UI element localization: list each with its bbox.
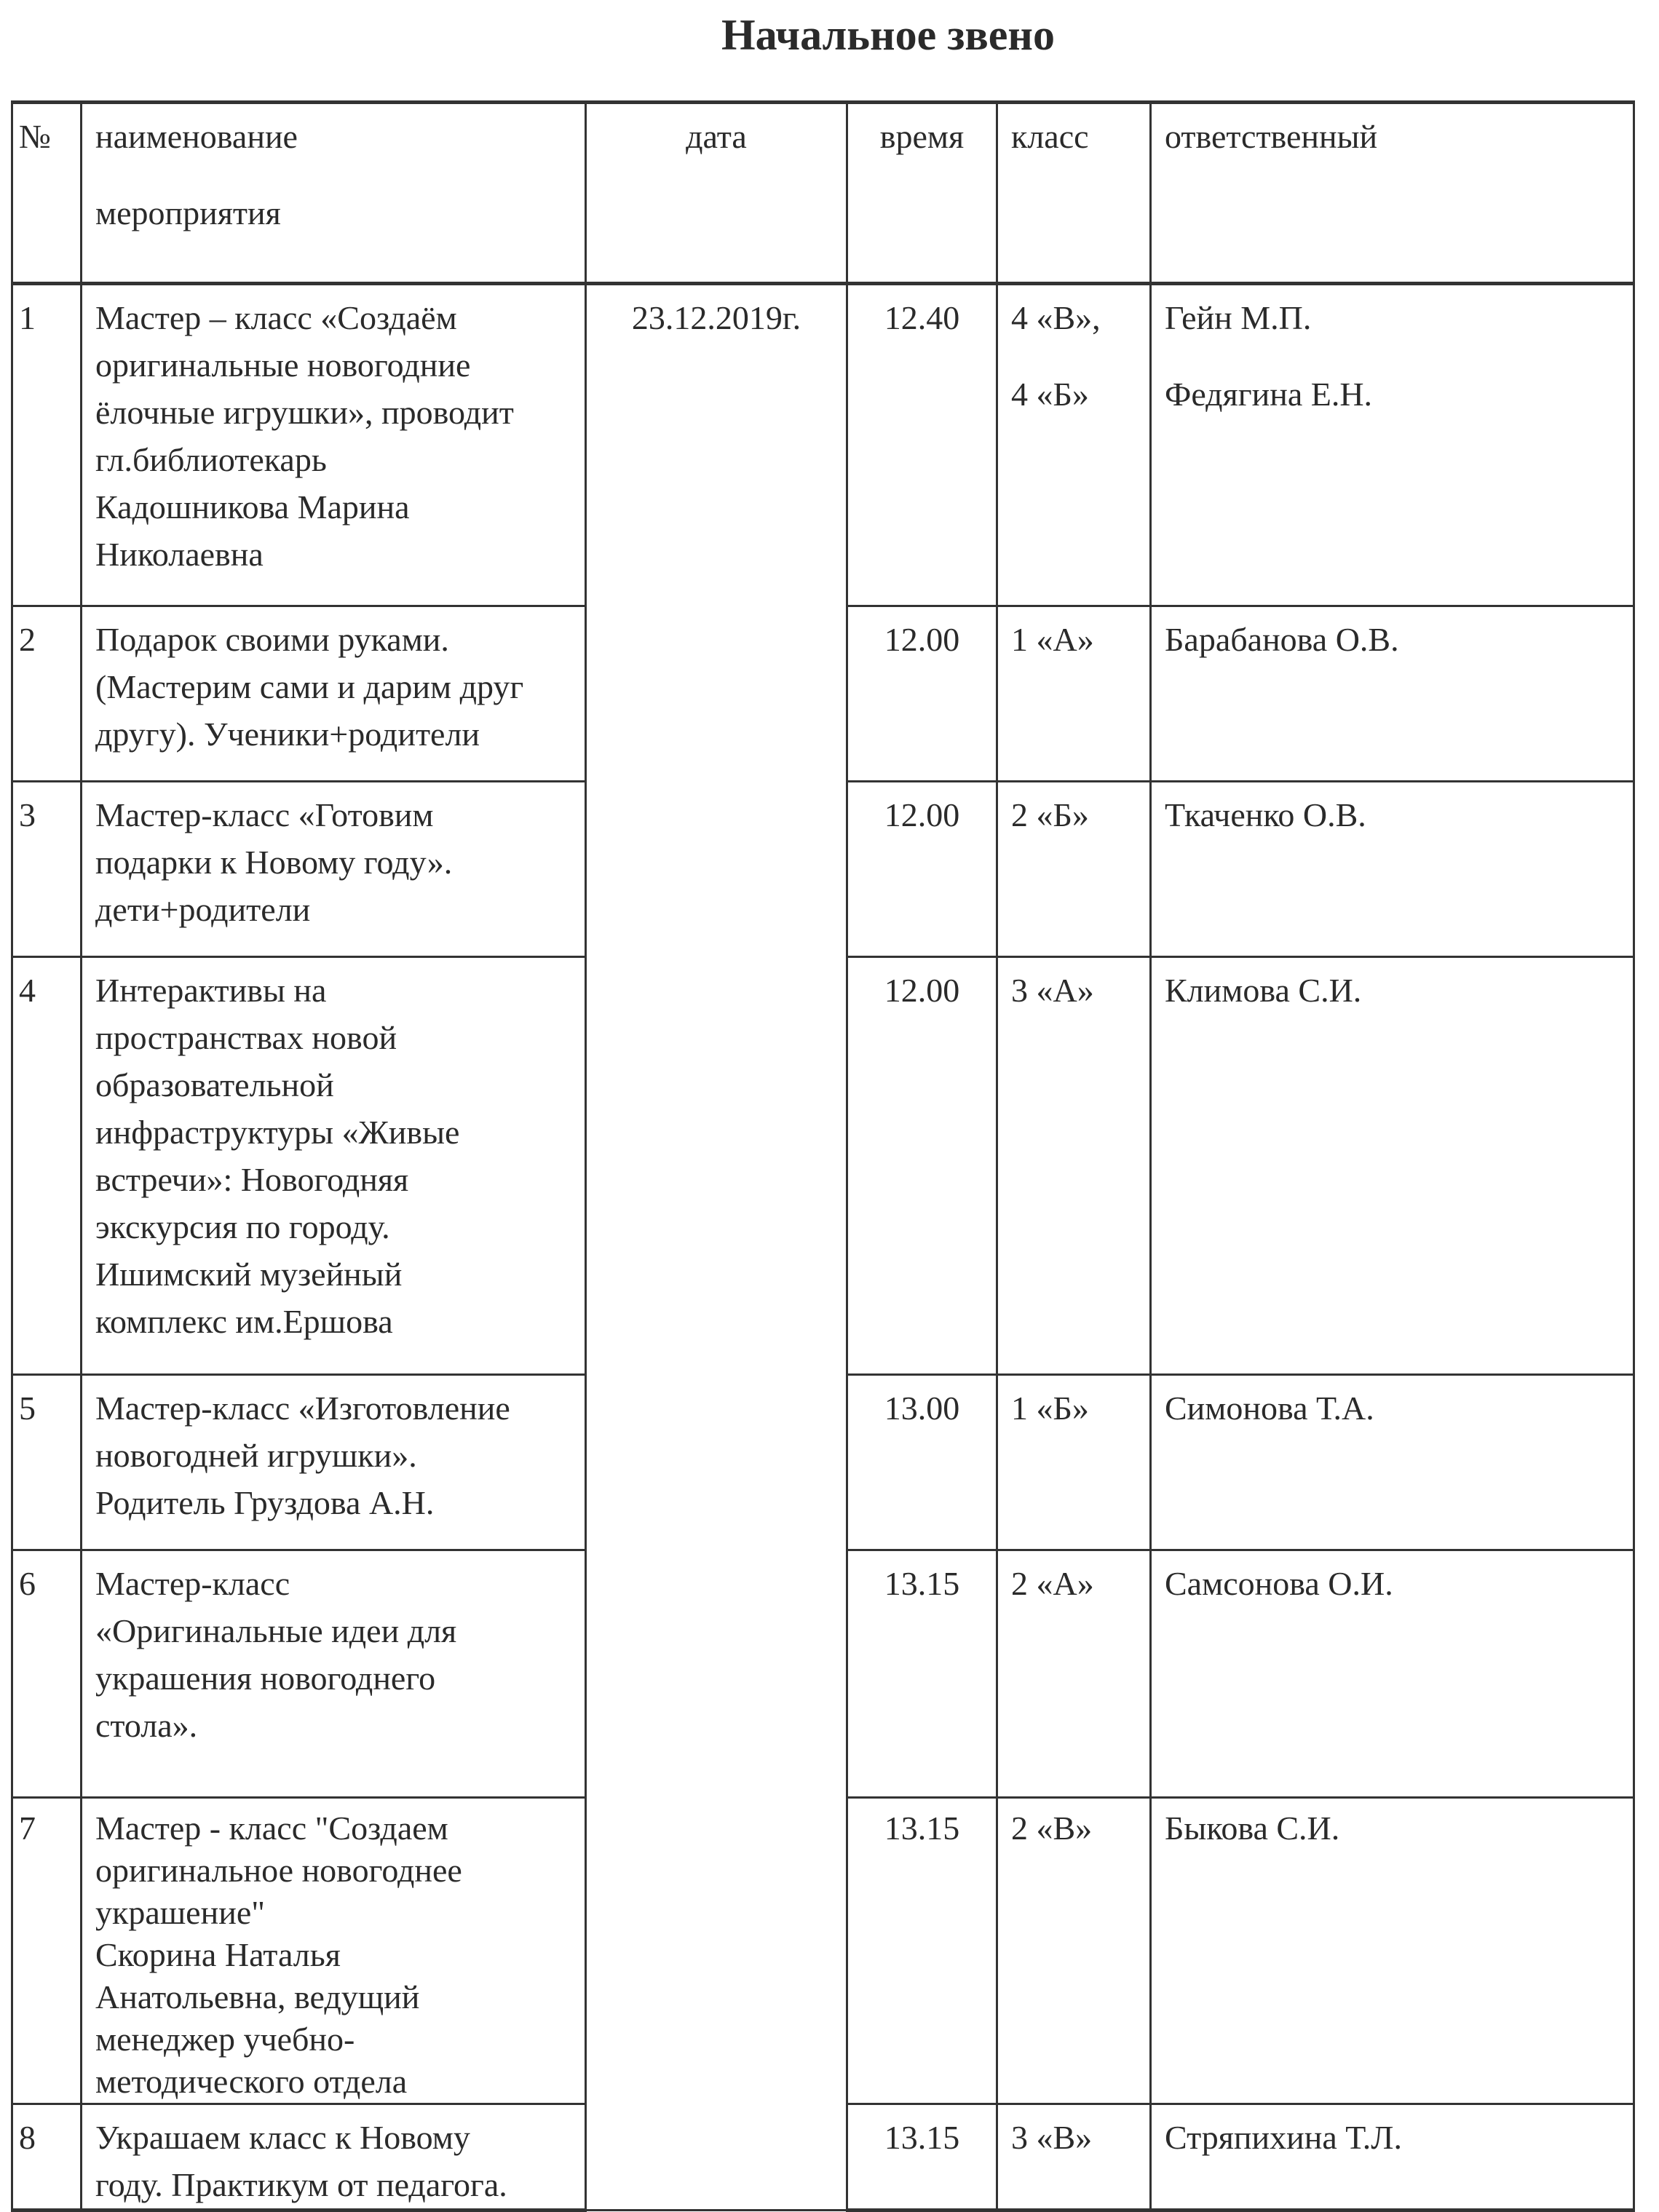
event-time: 13.15	[847, 1798, 997, 2104]
event-name-line: Мастер-класс «Готовим	[95, 796, 434, 833]
header-name-line2: мероприятия	[95, 194, 281, 231]
event-name-line: гл.библиотекарь	[95, 441, 327, 478]
event-responsible	[1151, 957, 1634, 1375]
event-name-line: (Мастерим сами и дарим друг	[95, 668, 524, 705]
table-header-row	[12, 103, 1634, 284]
event-class	[997, 284, 1151, 606]
event-class	[997, 1550, 1151, 1798]
class-line: 1 «А»	[1011, 621, 1094, 658]
event-name-line: Мастер - класс "Создаем	[95, 1809, 448, 1847]
table-row	[12, 284, 1634, 606]
responsible-name: Самсонова О.И.	[1165, 1565, 1393, 1602]
event-responsible	[1151, 782, 1634, 957]
event-name-line: Скорина Наталья	[95, 1936, 341, 1973]
event-time: 12.00	[847, 606, 997, 782]
row-number: 3	[12, 782, 82, 957]
event-responsible	[1151, 1798, 1634, 2104]
row-number: 6	[12, 1550, 82, 1798]
responsible-name: Федягина Е.Н.	[1165, 376, 1373, 413]
event-date: 23.12.2019г.	[586, 284, 847, 2211]
event-name-line: «Оригинальные идеи для	[95, 1612, 457, 1649]
event-time: 12.00	[847, 782, 997, 957]
event-name	[82, 1550, 586, 1798]
event-name-line: Подарок своими руками.	[95, 621, 449, 658]
class-line: 3 «В»	[1011, 2119, 1093, 2156]
row-number: 1	[12, 284, 82, 606]
event-responsible	[1151, 2104, 1634, 2211]
class-line: 2 «В»	[1011, 1809, 1093, 1847]
class-line: 4 «Б»	[1011, 376, 1089, 413]
event-class	[997, 1375, 1151, 1550]
header-num: №	[12, 103, 82, 284]
event-responsible	[1151, 284, 1634, 606]
header-name	[82, 103, 586, 284]
event-name-line: Кадошникова Марина	[95, 488, 410, 526]
event-class	[997, 1798, 1151, 2104]
event-name-line: дети+родители	[95, 891, 311, 928]
responsible-name: Стряпихина Т.Л.	[1165, 2119, 1402, 2156]
event-name-line: Мастер – класс «Создаём	[95, 299, 457, 336]
responsible-name: Гейн М.П.	[1165, 299, 1312, 336]
event-name-line: менеджер учебно-	[95, 2021, 355, 2058]
header-responsible: ответственный	[1151, 103, 1634, 284]
event-responsible	[1151, 1375, 1634, 1550]
event-name-line: Интерактивы на	[95, 972, 327, 1009]
event-name	[82, 782, 586, 957]
event-name	[82, 606, 586, 782]
event-name-line: стола».	[95, 1707, 198, 1744]
event-class	[997, 2104, 1151, 2211]
event-class	[997, 957, 1151, 1375]
row-number: 8	[12, 2104, 82, 2211]
event-name-line: ёлочные игрушки», проводит	[95, 394, 514, 431]
event-responsible	[1151, 606, 1634, 782]
event-name	[82, 957, 586, 1375]
event-name-line: другу). Ученики+родители	[95, 715, 480, 753]
event-time: 12.40	[847, 284, 997, 606]
event-class	[997, 782, 1151, 957]
responsible-name: Климова С.И.	[1165, 972, 1362, 1009]
header-class: класс	[997, 103, 1151, 284]
event-name-line: Мастер-класс	[95, 1565, 290, 1602]
responsible-name: Барабанова О.В.	[1165, 621, 1399, 658]
event-name	[82, 2104, 586, 2211]
event-name-line: пространствах новой	[95, 1019, 397, 1056]
row-number: 5	[12, 1375, 82, 1550]
responsible-name: Ткаченко О.В.	[1165, 796, 1366, 833]
responsible-name: Симонова Т.А.	[1165, 1390, 1374, 1427]
header-date: дата	[586, 103, 847, 284]
event-time: 13.00	[847, 1375, 997, 1550]
event-name-line: инфраструктуры «Живые	[95, 1114, 460, 1151]
row-number: 7	[12, 1798, 82, 2104]
event-name-line: комплекс им.Ершова	[95, 1303, 393, 1340]
event-time: 13.15	[847, 2104, 997, 2211]
events-table	[11, 100, 1635, 2212]
page-title: Начальное звено	[721, 11, 1055, 59]
class-line: 2 «Б»	[1011, 796, 1089, 833]
event-time: 13.15	[847, 1550, 997, 1798]
event-name	[82, 1798, 586, 2104]
class-line: 1 «Б»	[1011, 1390, 1089, 1427]
event-name-line: методического отдела	[95, 2063, 408, 2100]
row-number: 4	[12, 957, 82, 1375]
event-name-line: году. Практикум от педагога.	[95, 2166, 507, 2203]
event-name-line: подарки к Новому году».	[95, 844, 453, 881]
event-name-line: оригинальное новогоднее	[95, 1852, 462, 1889]
event-name-line: встречи»: Новогодняя	[95, 1161, 409, 1198]
class-line: 3 «А»	[1011, 972, 1094, 1009]
event-name-line: Украшаем класс к Новому	[95, 2119, 470, 2156]
header-time: время	[847, 103, 997, 284]
class-line: 4 «В»,	[1011, 299, 1101, 336]
event-name	[82, 284, 586, 606]
responsible-name: Быкова С.И.	[1165, 1809, 1340, 1847]
row-number: 2	[12, 606, 82, 782]
event-time: 12.00	[847, 957, 997, 1375]
event-responsible	[1151, 1550, 1634, 1798]
event-name-line: оригинальные новогодние	[95, 346, 471, 384]
event-name-line: украшения новогоднего	[95, 1660, 436, 1697]
class-line: 2 «А»	[1011, 1565, 1094, 1602]
event-name-line: Ишимский музейный	[95, 1256, 403, 1293]
event-name	[82, 1375, 586, 1550]
event-name-line: украшение"	[95, 1894, 266, 1931]
header-name-line1: наименование	[95, 118, 298, 155]
event-name-line: новогодней игрушки».	[95, 1437, 417, 1474]
event-class	[997, 606, 1151, 782]
event-name-line: экскурсия по городу.	[95, 1208, 390, 1245]
event-name-line: Родитель Груздова А.Н.	[95, 1484, 435, 1521]
event-name-line: Мастер-класс «Изготовление	[95, 1390, 510, 1427]
event-name-line: образовательной	[95, 1066, 334, 1103]
event-name-line: Николаевна	[95, 536, 264, 573]
event-name-line: Анатольевна, ведущий	[95, 1978, 420, 2015]
